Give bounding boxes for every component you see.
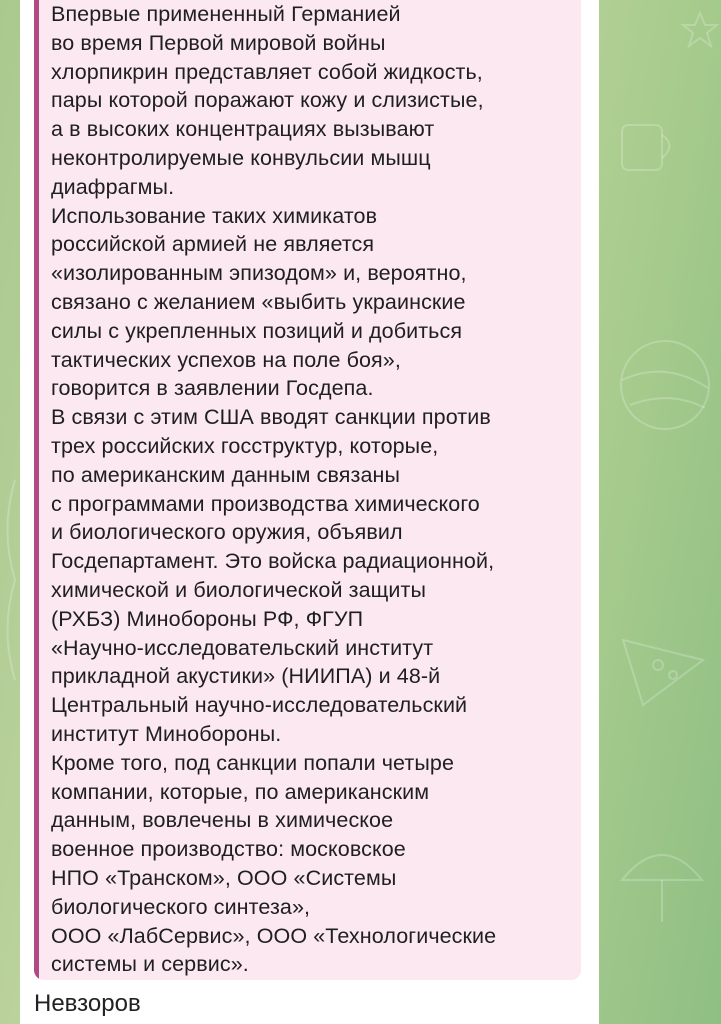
quote-line: Госдепартамент. Это войска радиационной, [51,549,495,574]
quote-line: Впервые примененный Германией [51,2,401,26]
doodle-pizza-icon [618,630,708,710]
quote-line: во время Первой мировой войны [51,30,386,55]
quote-line: компании, которые, по американским [51,779,430,804]
quote-line: диафрагмы. [51,174,175,199]
quote-line: НПО «Транском», ООО «Системы [51,865,397,890]
quote-line: силы с укрепленных позиций и добиться [51,318,463,343]
quote-line: трех российских госструктур, которые, [51,433,439,458]
quote-line: говорится в заявлении Госдепа. [51,376,374,401]
quote-line: «изолированным эпизодом» и, вероятно, [51,261,467,286]
quote-line: пары которой поражают кожу и слизистые, [51,88,484,113]
doodle-planet-icon [610,330,720,440]
quote-line: ООО «ЛабСервис», ООО «Технологические [51,923,497,948]
doodle-swirl-icon [0,480,20,680]
quote-accent-bar [34,0,39,980]
quote-line: военное производство: московское [51,837,406,862]
quote-line: (РХБЗ) Минобороны РФ, ФГУП [51,606,364,631]
quote-block [34,0,581,980]
quote-line: Кроме того, под санкции попали четыре [51,750,455,775]
quote-line: данным, вовлечены в химическое [51,808,394,833]
quote-line: биологического синтеза», [51,894,311,919]
quote-text [51,0,576,979]
channel-name[interactable]: Невзоров [34,990,141,1017]
quote-line: и биологического оружия, объявил [51,520,403,545]
doodle-star-icon [680,10,720,50]
quote-line: прикладной акустики» (НИИПА) и 48-й [51,664,441,689]
quote-line: по американским данным связаны [51,462,401,487]
quote-line: с программами производства химического [51,491,480,516]
quote-line: неконтролируемые конвульсии мышц [51,145,431,170]
quote-line: В связи с этим США вводят санкции против [51,405,491,430]
quote-line: Центральный научно-исследовательский [51,693,468,718]
quote-line: хлорпикрин представляет собой жидкость, [51,59,483,84]
message-card [20,0,599,1024]
quote-line: «Научно-исследовательский институт [51,635,434,660]
quote-line: Использование таких химикатов [51,203,378,228]
quote-line: химической и биологической защиты [51,577,427,602]
quote-line: российской армией не является [51,232,375,257]
doodle-umbrella-icon [612,830,712,930]
quote-line: тактических успехов на поле боя», [51,347,401,372]
quote-line: связано с желанием «выбить украинские [51,289,466,314]
quote-line: институт Минобороны. [51,721,282,746]
doodle-cup-icon [612,110,682,180]
quote-line: а в высоких концентрациях вызывают [51,117,435,142]
quote-line: системы и сервис». [51,952,249,977]
